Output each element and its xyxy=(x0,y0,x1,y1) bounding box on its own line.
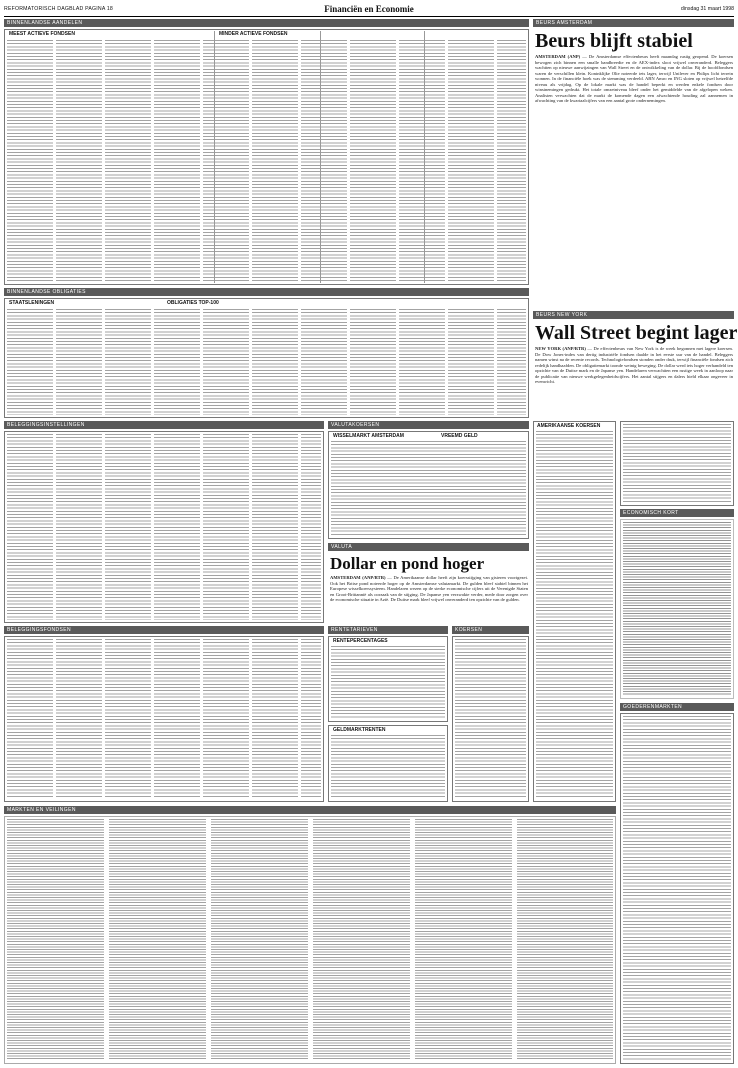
aandelen-table xyxy=(4,29,529,285)
staatsleningen-header: STAATSLENINGEN xyxy=(9,300,55,306)
rentepercentages-header: RENTEPERCENTAGES xyxy=(333,638,388,644)
section-markten: MARKTEN EN VEILINGEN xyxy=(4,806,616,814)
valuta-dateline: AMSTERDAM (ANP/RTR) xyxy=(330,575,386,580)
goederenmarkten-table xyxy=(620,713,734,1064)
wall-street-headline: Wall Street begint lager xyxy=(535,322,738,344)
beurs-body-text: — De Amsterdamse effectenbeurs heeft maandag rustig geopend. De koersen bewogen zich binnen een smalle bandbreedte en de AEX-index sloot vrijwel onveranderd. Beleggers wachtten op nieuwe aanwijzingen van Wall Street en de ontwikkeling van de dollar. Bij de hoofdfondsen waren de verschillen klein. Koninklijke Olie noteerde iets lager, terwijl Unilever en Philips licht terrein wonnen. In de financiële hoek was de stemming verdeeld. ABN Amro en ING sloten op vrijwel hetzelfde niveau als vrijdag. Op de lokale markt was de handel beperkt en werden enkele fondsen door winstnemingen gedrukt. Het totale omzetniveau bleef onder het gemiddelde van de afgelopen weken. Analisten verwachten dat de markt de komende dagen een afwachtende houding zal aannemen in afwachting van de kwartaalcijfers van een aantal grote ondernemingen. xyxy=(535,54,733,103)
valuta-body-text: — De Amerikaanse dollar heeft zijn koersstijging van gisteren voortgezet. Ook het Britse pond noteerde hoger op de Amsterdamse valutamarkt. De gulden bleef stabiel binnen het Europese wisselkoerssysteem. Handelaren wezen op de sterke economische cijfers uit de Verenigde Staten en Groot-Brittannië als oorzaak van de stijging. De Japanse yen verzwakte verder, mede door zorgen over de economische situatie in Azië. De Duitse mark bleef vrijwel onveranderd ten opzichte van de gulden. xyxy=(330,575,528,602)
masthead-date: dinsdag 31 maart 1998 xyxy=(680,6,734,12)
section-beurs-amsterdam: BEURS AMSTERDAM xyxy=(533,19,734,27)
beleggingsfondsen-rows xyxy=(7,639,321,799)
aandelen-rows xyxy=(7,40,526,282)
valuta-article-body xyxy=(330,575,528,623)
markten-text xyxy=(4,816,616,1064)
obligaties-top-header: OBLIGATIES TOP-100 xyxy=(167,300,219,306)
wisselmarkt-header: WISSELMARKT AMSTERDAM xyxy=(333,433,404,439)
section-economisch-kort: ECONOMISCH KORT xyxy=(620,509,734,517)
indices-table xyxy=(620,421,734,506)
section-binnenlandse-aandelen: BINNENLANDSE AANDELEN xyxy=(4,19,529,27)
aandelen-divider-3 xyxy=(424,31,425,283)
amerikaanse-koersen-rows xyxy=(536,431,613,799)
section-beurs-new-york: BEURS NEW YORK xyxy=(533,311,734,319)
obligaties-rows xyxy=(7,309,526,415)
amerikaanse-koersen-header: AMERIKAANSE KOERSEN xyxy=(537,423,601,429)
newspaper-page xyxy=(4,3,738,1065)
wall-street-article-body xyxy=(535,346,733,418)
valutakoersen-rows xyxy=(331,441,526,536)
section-beleggingsinstellingen: BELEGGINGSINSTELLINGEN xyxy=(4,421,324,429)
beleggingsinstellingen-table xyxy=(4,431,324,623)
valuta-headline: Dollar en pond hoger xyxy=(330,554,485,573)
wall-street-body-text: — De effectenbeurs van New York is de week begonnen met lagere koersen. De Dow Jones-index van dertig industriële fondsen daalde in het eerste uur van de handel. Beleggers namen winst na de recente records. Technologiefondsen stonden onder druk, terwijl financiële fondsen zich redelijk handhaafden. De obligatiemarkt toonde weinig beweging. De dollar werd iets hoger verhandeld ten opzichte van de Duitse mark en de Japanse yen. Handelaren verwachtten een rustige week in aanloop naar de publicatie van nieuwe werkgelegenheidscijfers. Het aantal stijgers en dalers hield elkaar ongeveer in evenwicht. xyxy=(535,346,733,384)
geldmarkt-table xyxy=(328,725,448,802)
beleggingsinstellingen-rows xyxy=(7,434,321,620)
koersen-rows xyxy=(455,639,526,799)
section-rentetarieven: RENTETARIEVEN xyxy=(328,626,448,634)
economisch-kort-rows xyxy=(623,522,731,696)
section-binnenlandse-obligaties: BINNENLANDSE OBLIGATIES xyxy=(4,288,529,296)
section-beleggingsfondsen: BELEGGINGSFONDSEN xyxy=(4,626,324,634)
beurs-dateline: AMSTERDAM (ANP) xyxy=(535,54,581,59)
beurs-article-body xyxy=(535,54,733,204)
koersen-table xyxy=(452,636,529,802)
section-valutakoersen: VALUTAKOERSEN xyxy=(328,421,529,429)
indices-rows xyxy=(623,424,731,503)
masthead-section-title: Financiën en Economie xyxy=(324,4,414,14)
geldmarkt-rows xyxy=(331,735,445,799)
obligaties-table xyxy=(4,298,529,418)
section-valuta: VALUTA xyxy=(328,543,529,551)
goederenmarkten-rows xyxy=(623,716,731,1061)
meest-actieve-header: MEEST ACTIEVE FONDSEN xyxy=(9,31,75,37)
section-goederenmarkten: GOEDERENMARKTEN xyxy=(620,703,734,711)
vreemd-geld-header: VREEMD GELD xyxy=(441,433,478,439)
masthead xyxy=(4,3,734,17)
wall-street-dateline: NEW YORK (ANP/RTR) xyxy=(535,346,586,351)
beleggingsfondsen-table xyxy=(4,636,324,802)
beurs-headline: Beurs blijft stabiel xyxy=(535,30,693,52)
rentetarieven-table xyxy=(328,636,448,722)
valutakoersen-table xyxy=(328,431,529,539)
aandelen-divider xyxy=(214,31,215,283)
markten-rows xyxy=(7,819,613,1061)
aandelen-divider-2 xyxy=(320,31,321,283)
rentetarieven-rows xyxy=(331,646,445,719)
minder-actieve-header: MINDER ACTIEVE FONDSEN xyxy=(219,31,288,37)
section-koersen: KOERSEN xyxy=(452,626,529,634)
amerikaanse-koersen-table xyxy=(533,421,616,802)
geldmarkt-header: GELDMARKTRENTEN xyxy=(333,727,386,733)
economisch-kort-text xyxy=(620,519,734,699)
masthead-paper-name: REFORMATORISCH DAGBLAD PAGINA 18 xyxy=(4,6,114,12)
